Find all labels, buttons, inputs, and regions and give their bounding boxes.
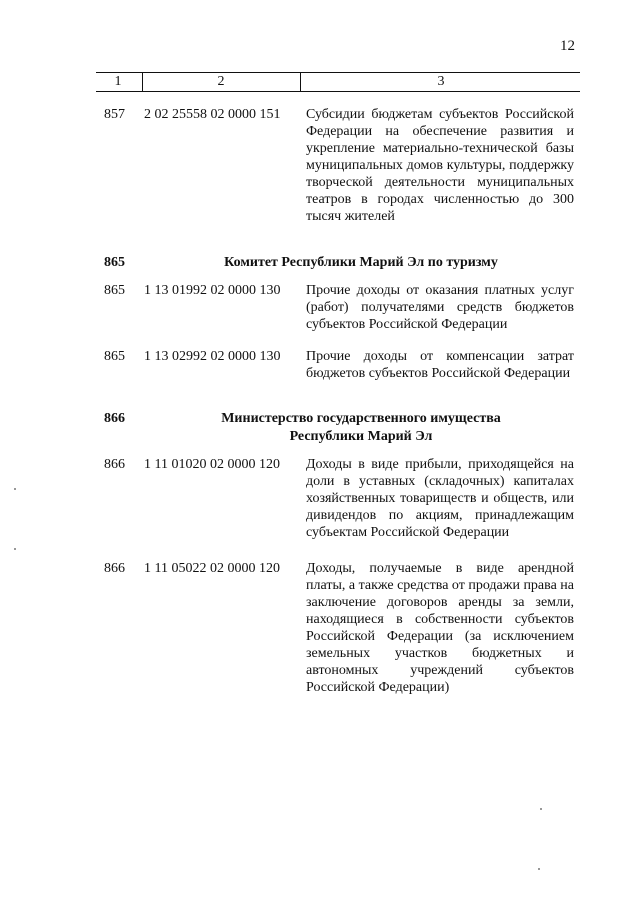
header-col-3: 3 <box>300 73 581 91</box>
scan-speck <box>14 548 16 550</box>
budget-code: 1 13 02992 02 0000 130 <box>144 349 281 364</box>
income-description: Доходы, получаемые в виде арендной платы, а также средства от продажи права на заключение договоров аренды за земли, находящиеся в собственности субъектов Российской Федерации (за исключением земельных участков бюджетных и автономных учреждений субъектов Российской Федерации) <box>306 561 574 695</box>
budget-code: 1 11 01020 02 0000 120 <box>144 457 280 472</box>
income-description: Прочие доходы от компенсации затрат бюджетов субъектов Российской Федерации <box>306 349 574 381</box>
budget-code: 1 11 05022 02 0000 120 <box>144 561 280 576</box>
admin-code: 865 <box>104 283 125 298</box>
income-description: Субсидии бюджетам субъектов Российской Федерации на обеспечение развития и укрепление материально-технической базы муниципальных домов культуры, поддержку творческой деятельности муниципальных театров в городах численностью до 300 тысяч жителей <box>306 107 574 224</box>
table-header <box>96 72 580 92</box>
section-admin-code: 866 <box>104 411 125 426</box>
income-description: Доходы в виде прибыли, приходящейся на доли в уставных (складочных) капиталах хозяйственных товариществ и обществ, или дивидендов по акциям, принадлежащим субъектам Российской Федерации <box>306 457 574 540</box>
scan-speck <box>538 868 540 870</box>
admin-code: 866 <box>104 561 125 576</box>
header-col-1: 1 <box>114 74 122 89</box>
budget-code: 2 02 25558 02 0000 151 <box>144 107 281 122</box>
admin-code: 865 <box>104 349 125 364</box>
section-admin-code: 865 <box>104 255 125 270</box>
section-title: Комитет Республики Марий Эл по туризму <box>224 255 498 270</box>
section-title-line-1: Министерство государственного имущества <box>221 411 501 426</box>
header-col-2: 2 <box>142 73 299 91</box>
income-description: Прочие доходы от оказания платных услуг (работ) получателями средств бюджетов субъектов Российской Федерации <box>306 283 574 332</box>
admin-code: 857 <box>104 107 125 122</box>
scan-speck <box>14 488 16 490</box>
page-number: 12 <box>560 38 575 54</box>
admin-code: 866 <box>104 457 125 472</box>
section-title-line-2: Республики Марий Эл <box>289 429 433 444</box>
scan-speck <box>540 808 542 810</box>
budget-code: 1 13 01992 02 0000 130 <box>144 283 281 298</box>
